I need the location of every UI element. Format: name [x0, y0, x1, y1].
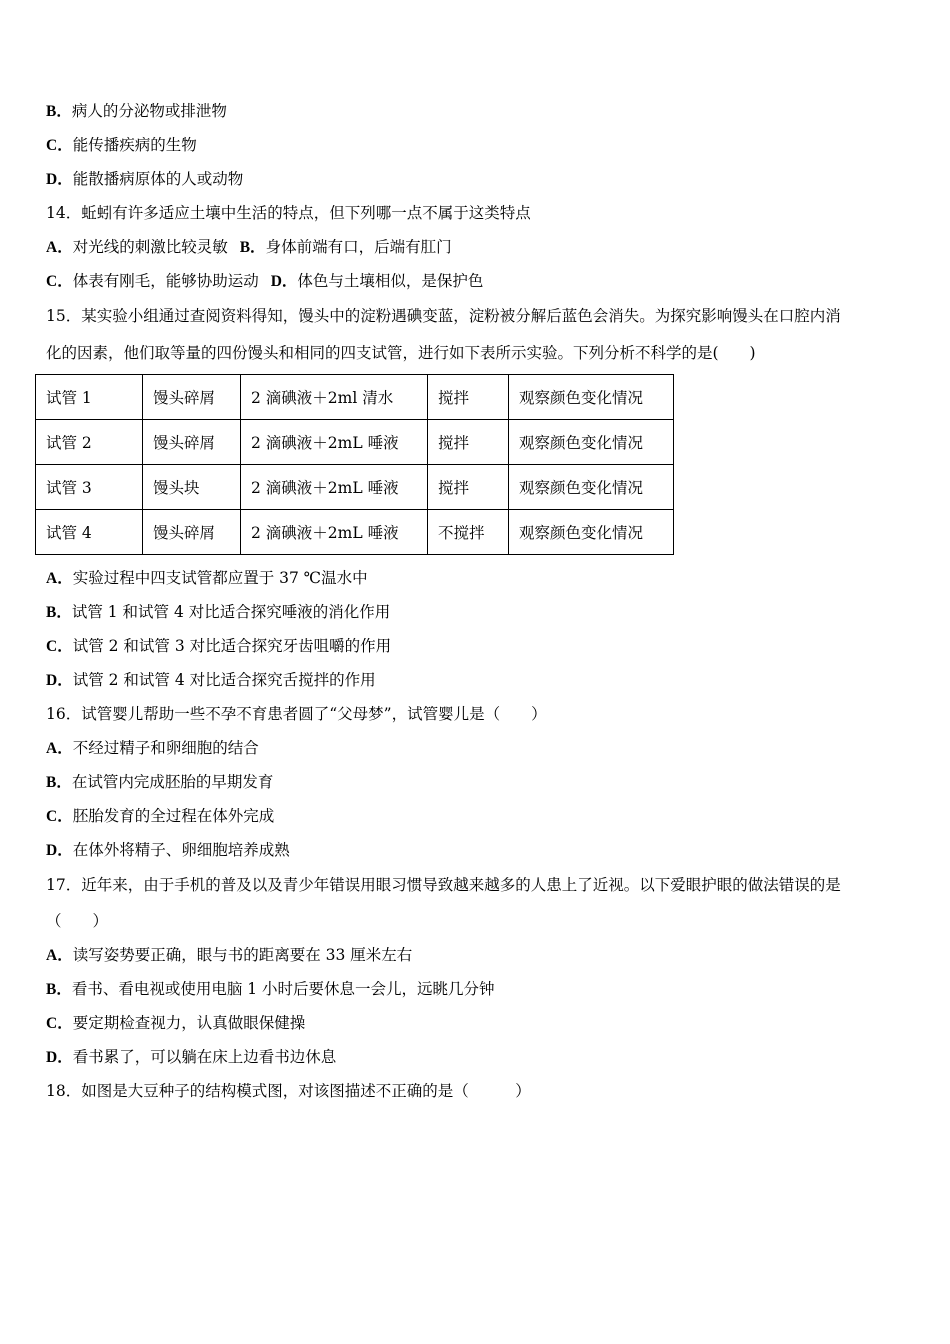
table-cell: 搅拌 [428, 465, 509, 510]
q14-stem: 14．蚯蚓有许多适应土壤中生活的特点，但下列哪一点不属于这类特点 [46, 204, 531, 222]
table-row [36, 465, 674, 510]
q15-option-b: B．试管 1 和试管 4 对比适合探究唾液的消化作用 [46, 603, 391, 621]
table-cell: 观察颜色变化情况 [509, 510, 674, 555]
q15-option-a: A．实验过程中四支试管都应置于 37 ℃温水中 [46, 569, 368, 587]
q15-stem-line1: 15．某实验小组通过查阅资料得知，馒头中的淀粉遇碘变蓝，淀粉被分解后蓝色会消失。为探究影响馒头在口腔内消 [46, 307, 841, 325]
table-cell: 馒头碎屑 [143, 420, 241, 465]
table-row [36, 420, 674, 465]
table-cell: 馒头碎屑 [143, 375, 241, 420]
table-cell: 试管 3 [36, 465, 143, 510]
q17-option-a: A．读写姿势要正确，眼与书的距离要在 33 厘米左右 [46, 946, 413, 964]
q14-options-cd: C．体表有刚毛，能够协助运动 D．体色与土壤相似，是保护色 [46, 272, 484, 290]
q16-option-c: C．胚胎发育的全过程在体外完成 [46, 807, 275, 825]
table-cell: 搅拌 [428, 375, 509, 420]
option-d-prev: D．能散播病原体的人或动物 [46, 170, 244, 188]
table-row [36, 375, 674, 420]
table-cell: 试管 4 [36, 510, 143, 555]
table-cell: 观察颜色变化情况 [509, 420, 674, 465]
q15-option-c: C．试管 2 和试管 3 对比适合探究牙齿咀嚼的作用 [46, 637, 392, 655]
q16-stem: 16．试管婴儿帮助一些不孕不育患者圆了“父母梦”，试管婴儿是（ ） [46, 705, 547, 723]
table-cell: 观察颜色变化情况 [509, 465, 674, 510]
q14-options-ab: A．对光线的刺激比较灵敏 B．身体前端有口，后端有肛门 [46, 238, 452, 256]
experiment-table [35, 374, 674, 555]
q16-option-d: D．在体外将精子、卵细胞培养成熟 [46, 841, 290, 859]
table-cell: 2 滴碘液＋2ml 清水 [241, 375, 428, 420]
table-cell: 馒头碎屑 [143, 510, 241, 555]
q15-option-d: D．试管 2 和试管 4 对比适合探究舌搅拌的作用 [46, 671, 376, 689]
q17-stem-line2: （ ） [46, 912, 109, 930]
q18-stem: 18．如图是大豆种子的结构模式图，对该图描述不正确的是（ ） [46, 1082, 531, 1100]
table-cell: 2 滴碘液＋2mL 唾液 [241, 420, 428, 465]
table-cell: 试管 1 [36, 375, 143, 420]
q17-stem-line1: 17．近年来，由于手机的普及以及青少年错误用眼习惯导致越来越多的人患上了近视。以下爱眼护眼的做法错误的是 [46, 876, 841, 894]
table-cell: 试管 2 [36, 420, 143, 465]
table-cell: 搅拌 [428, 420, 509, 465]
q15-stem-line2: 化的因素，他们取等量的四份馒头和相同的四支试管，进行如下表所示实验。下列分析不科学的是( ) [46, 344, 756, 362]
table-row [36, 510, 674, 555]
q17-option-c: C．要定期检查视力，认真做眼保健操 [46, 1014, 306, 1032]
q17-option-b: B．看书、看电视或使用电脑 1 小时后要休息一会儿，远眺几分钟 [46, 980, 495, 998]
q17-option-d: D．看书累了，可以躺在床上边看书边休息 [46, 1048, 337, 1066]
table-cell: 不搅拌 [428, 510, 509, 555]
option-b-prev: B．病人的分泌物或排泄物 [46, 102, 227, 120]
q16-option-a: A．不经过精子和卵细胞的结合 [46, 739, 259, 757]
table-cell: 观察颜色变化情况 [509, 375, 674, 420]
q16-option-b: B．在试管内完成胚胎的早期发育 [46, 773, 274, 791]
option-c-prev: C．能传播疾病的生物 [46, 136, 197, 154]
table-cell: 2 滴碘液＋2mL 唾液 [241, 510, 428, 555]
table-cell: 2 滴碘液＋2mL 唾液 [241, 465, 428, 510]
table-cell: 馒头块 [143, 465, 241, 510]
